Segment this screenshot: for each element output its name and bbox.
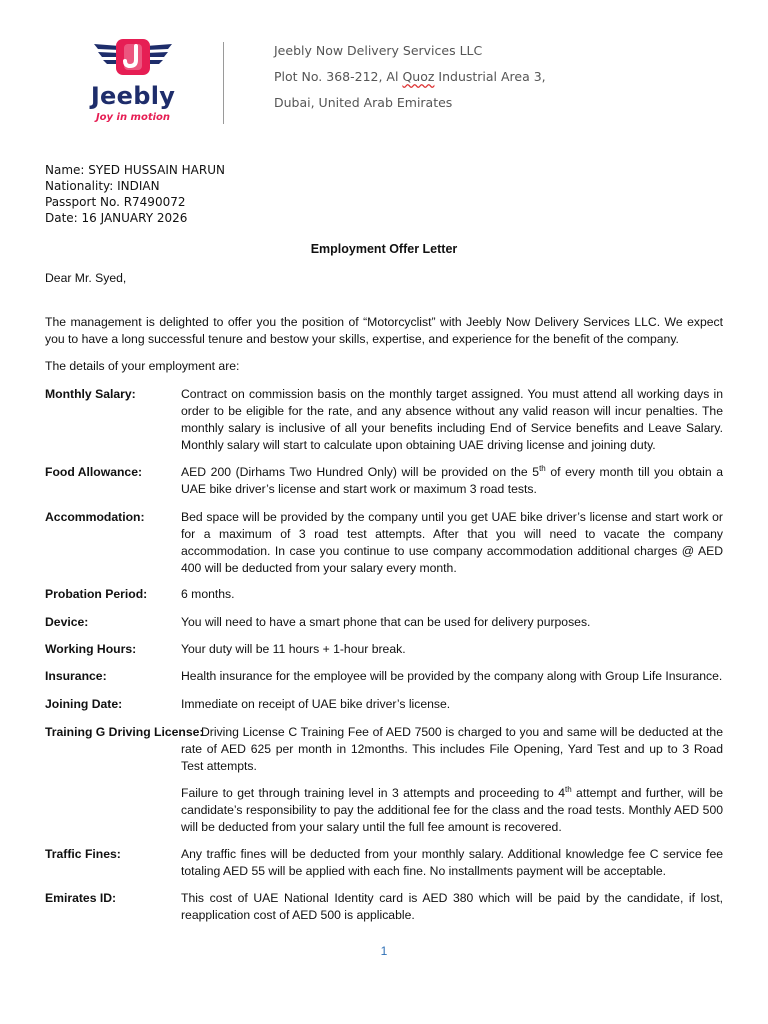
term-emirates-id: [45, 890, 723, 924]
candidate-passport: Passport No. R7490072: [45, 195, 186, 209]
details-intro: The details of your employment are:: [45, 359, 240, 373]
term-label: Accommodation:: [45, 510, 145, 524]
term-value: Your duty will be 11 hours + 1-hour break.: [181, 642, 406, 656]
term-accommodation: [45, 509, 723, 577]
page-number: 1: [380, 944, 388, 958]
term-value: Any traffic fines will be deducted from your monthly salary. Additional knowledge fee C service fee totaling AED 55 will be applied with each fine. No installments payment will be acceptable.: [181, 847, 723, 878]
term-label: Device:: [45, 615, 89, 629]
company-address-line2: Dubai, United Arab Emirates: [274, 95, 453, 110]
term-value: 6 months.: [181, 587, 235, 601]
term-joining-date: [45, 696, 723, 713]
spellcheck-mark: Quoz: [402, 69, 435, 84]
jeebly-logo-icon: [90, 38, 176, 82]
header-divider: [223, 42, 224, 124]
term-monthly-salary: [45, 386, 723, 454]
term-label: Working Hours:: [45, 642, 137, 656]
term-training-license: [45, 724, 723, 836]
salutation: Dear Mr. Syed,: [45, 271, 127, 285]
brand-name: Jeebly: [90, 82, 176, 110]
term-value: This cost of UAE National Identity card is AED 380 which will be paid by the candidate, if lost, reapplication cost of AED 500 is applicable.: [181, 891, 723, 922]
term-insurance: [45, 668, 723, 685]
term-label: Traffic Fines:: [45, 847, 121, 861]
term-label: Training G Driving License:: [45, 725, 204, 739]
term-label: Emirates ID:: [45, 891, 117, 905]
term-working-hours: [45, 641, 723, 658]
candidate-name: Name: SYED HUSSAIN HARUN: [45, 163, 225, 177]
term-label: Joining Date:: [45, 697, 123, 711]
company-address-line1: Plot No. 368-212, Al Quoz Industrial Area 3,: [274, 69, 546, 84]
candidate-nationality: Nationality: INDIAN: [45, 179, 160, 193]
intro-paragraph: The management is delighted to offer you the position of “Motorcyclist” with Jeebly Now Delivery Services LLC. We expect you to have a long successful tenure and bestow your skills, expertise, and experience for the benefit of the company.: [45, 315, 723, 346]
brand-tagline: Joy in motion: [95, 112, 171, 123]
term-value: You will need to have a smart phone that can be used for delivery purposes.: [181, 615, 591, 629]
term-value: Driving License C Training Fee of AED 7500 is charged to you and same will be deducted at the rate of AED 625 per month in 12months. This includes File Opening, Yard Test and up to 3 Road Test attempts.: [181, 725, 723, 773]
term-value: Bed space will be provided by the company until you get UAE bike driver’s license and start work or for a maximum of 3 road test attempts. After that you will need to vacate the company accommodation. In case you continue to use company accommodation additional charges @ AED 400 will be deducted from your salary every month.: [181, 510, 723, 575]
company-name: Jeebly Now Delivery Services LLC: [274, 43, 483, 58]
term-value: Immediate on receipt of UAE bike driver’s license.: [181, 697, 451, 711]
term-traffic-fines: [45, 846, 723, 880]
term-value: Health insurance for the employee will be provided by the company along with Group Life Insurance.: [181, 669, 723, 683]
term-value: AED 200 (Dirhams Two Hundred Only) will be provided on the 5th of every month till you obtain a UAE bike driver’s license and start work or maximum 3 road tests.: [181, 463, 723, 496]
company-logo: [88, 38, 178, 128]
term-device: [45, 614, 723, 631]
term-food-allowance: [45, 464, 723, 498]
letter-date: Date: 16 JANUARY 2026: [45, 211, 188, 225]
term-label: Probation Period:: [45, 587, 148, 601]
term-label: Monthly Salary:: [45, 387, 136, 401]
term-value-continued: Failure to get through training level in 3 attempts and proceeding to 4th attempt and further, will be candidate’s responsibility to pay the additional fee for the class and the road tests. Monthly AED 500 will be deducted from your salary until the full fee amount is recovered.: [181, 784, 723, 834]
term-label: Food Allowance:: [45, 465, 143, 479]
term-probation: [45, 586, 723, 603]
term-label: Insurance:: [45, 669, 107, 683]
letter-title: Employment Offer Letter: [310, 242, 458, 256]
term-value: Contract on commission basis on the monthly target assigned. You must attend all working days in order to be eligible for the rate, and any absence without any valid reason will incur penalties. The monthly salary is inclusive of all your benefits including End of Service benefits and Leave Salary. Monthly salary will start to calculate upon obtaining UAE driving license and joining duty.: [181, 387, 723, 452]
